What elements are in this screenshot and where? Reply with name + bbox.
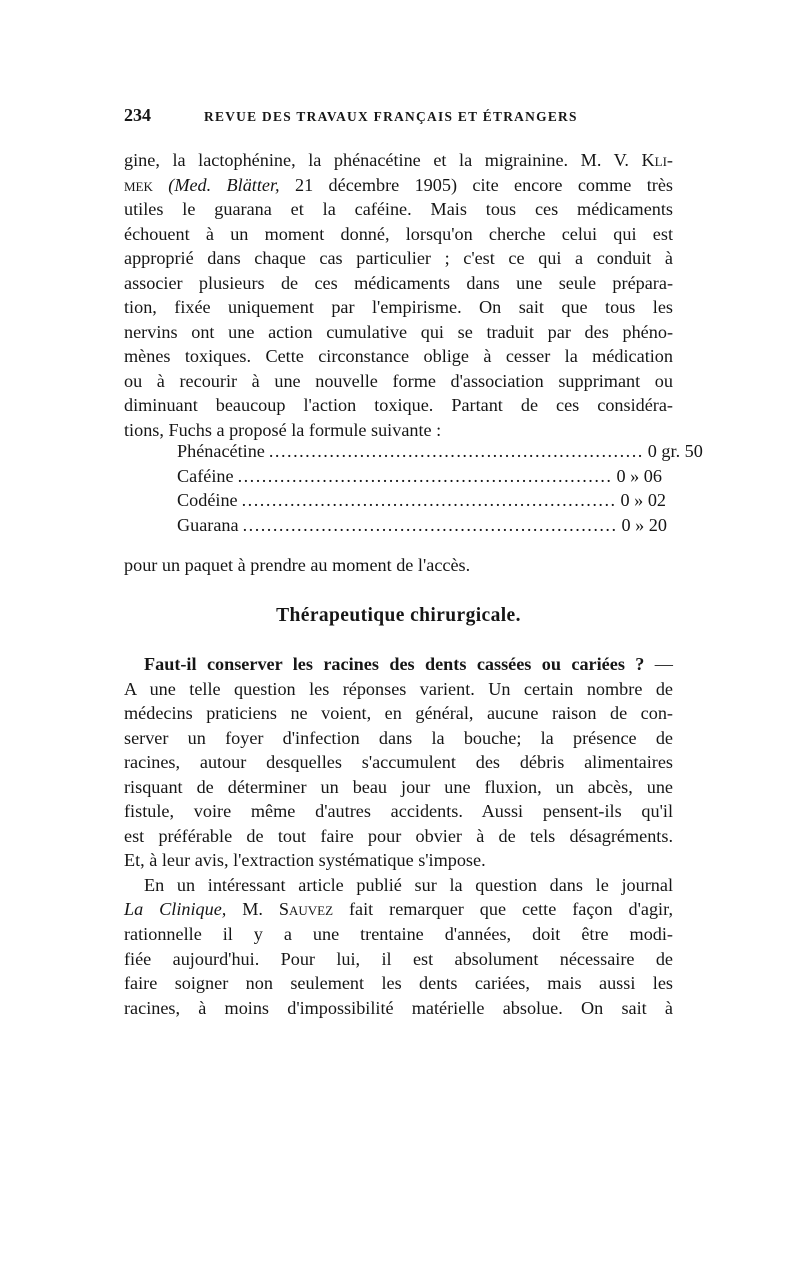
paragraph-dental-roots [124,652,673,1020]
author-name: mek [124,174,153,195]
text-span: fait remarquer que cette façon d'agir, [333,899,673,920]
text-line: approprié dans chaque cas particulier ; c'est ce qui a conduit à [124,248,673,269]
text-span: 21 décembre 1905) cite encore comme très [279,174,674,195]
ingredient-dose: 0 » 20 [621,514,667,535]
dot-leader: .............................................................. [242,514,618,535]
ingredient-dose: 0 » 02 [620,490,666,510]
text-line: En un intéressant article publié sur la question dans le journal [144,874,673,895]
dot-leader: .............................................................. [268,441,644,461]
paragraph-migraine-treatment [124,148,673,443]
text-line: est préférable de tout faire pour obvier à de tels désagréments. [124,825,673,846]
text-span: — [644,654,673,674]
journal-reference: La Clinique, [124,899,227,920]
dot-leader: .............................................................. [241,490,617,510]
ingredient-name: Phénacétine [177,441,265,461]
journal-title: REVUE DES TRAVAUX FRANÇAIS ET ÉTRANGERS [204,109,578,124]
text-line: faire soigner non seulement les dents cariées, mais aussi les [124,973,673,994]
formula-row [177,513,667,538]
text-line: diminuant beaucoup l'action toxique. Partant de ces considéra- [124,395,673,416]
text-line: rationnelle il y a une trentaine d'années, doit être modi- [124,924,673,945]
text-line: server un foyer d'infection dans la bouche; la présence de [124,727,673,748]
author-name: Kli- [641,150,673,170]
page-number: 234 [124,105,151,125]
formula-instruction: pour un paquet à prendre au moment de l'accès. [124,555,471,575]
text-line: tion, fixée uniquement par l'empirisme. On sait que tous les [124,297,673,318]
text-line: mènes toxiques. Cette circonstance oblige à cesser la médication [124,346,673,367]
text-line [124,652,673,677]
text-line: racines, à moins d'impossibilité matérielle absolue. On sait à [124,997,673,1018]
question-heading: Faut-il conserver les racines des dents cassées ou cariées ? [144,654,645,674]
ingredient-name: Guarana [177,514,239,535]
formula-row [177,439,703,464]
text-line [124,173,673,198]
text-line: fistule, voire même d'autres accidents. Aussi pensent-ils qu'il [124,801,673,822]
text-line: risquant de déterminer un beau jour une fluxion, un abcès, une [124,776,673,797]
running-header [124,105,673,131]
text-line: échouent à un moment donné, lorsqu'on cherche celui qui est [124,223,673,244]
prescription-formula [177,439,703,537]
text-line: ou à recourir à une nouvelle forme d'association supprimant ou [124,370,673,391]
text-line: médecins praticiens ne voient, en général, aucune raison de con- [124,703,673,724]
text-line: associer plusieurs de ces médicaments dans une seule prépara- [124,272,673,293]
formula-row [177,464,662,489]
text-line: tions, Fuchs a proposé la formule suivante : [124,420,442,441]
text-line: nervins ont une action cumulative qui se traduit par des phéno- [124,321,673,342]
author-name: Sauvez [278,899,334,920]
section-heading: Thérapeutique chirurgicale. [276,605,521,626]
formula-row [177,488,666,513]
ingredient-dose: 0 gr. 50 [647,441,703,461]
text-line [124,897,673,922]
ingredient-name: Caféine [177,465,234,486]
journal-reference: (Med. Blätter, [168,174,280,195]
text-line [124,148,673,173]
text-line: fiée aujourd'hui. Pour lui, il est absolument nécessaire de [124,948,673,969]
dot-leader: .............................................................. [237,465,613,486]
text-line: utiles le guarana et la caféine. Mais tous ces médicaments [124,199,673,220]
ingredient-name: Codéine [177,490,238,510]
text-line: racines, autour desquelles s'accumulent des débris alimentaires [124,752,673,773]
ingredient-dose: 0 » 06 [616,465,662,486]
text-span: gine, la lactophénine, la phénacétine et la migrainine. M. V. [124,150,642,170]
text-line: Et, à leur avis, l'extraction systématique s'impose. [124,850,486,871]
text-line: A une telle question les réponses varient. Un certain nombre de [124,678,673,699]
text-span: M. [226,899,279,920]
